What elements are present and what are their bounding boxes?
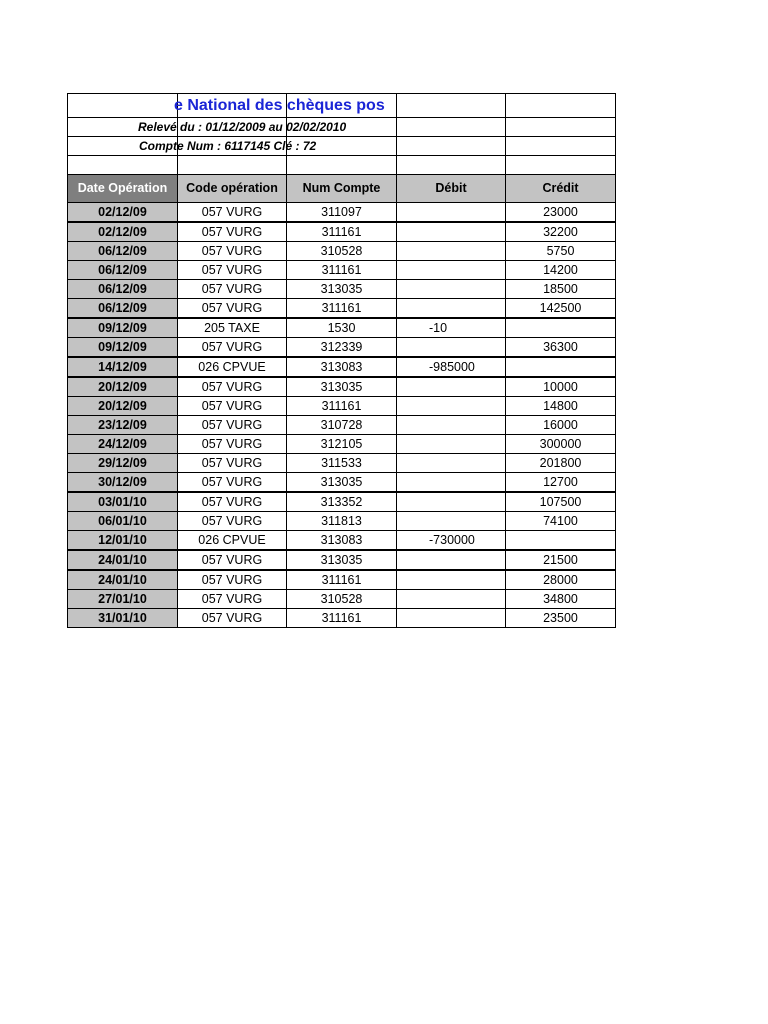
cell-account[interactable]: 311533 [287, 454, 397, 473]
cell-credit[interactable]: 32200 [506, 222, 616, 242]
table-row [68, 222, 616, 242]
cell-code[interactable]: 057 VURG [178, 299, 287, 319]
cell-credit[interactable] [506, 531, 616, 551]
header-account[interactable]: Num Compte [287, 175, 397, 203]
cell-account[interactable]: 311813 [287, 512, 397, 531]
cell-account[interactable]: 313352 [287, 492, 397, 512]
cell-date[interactable]: 27/01/10 [68, 590, 178, 609]
table-row [68, 590, 616, 609]
cell-credit[interactable]: 12700 [506, 473, 616, 493]
cell-code[interactable]: 057 VURG [178, 222, 287, 242]
cell-debit[interactable] [397, 416, 506, 435]
cell-account[interactable]: 313035 [287, 550, 397, 570]
cell-credit[interactable]: 18500 [506, 280, 616, 299]
table-row [68, 242, 616, 261]
table-row [68, 492, 616, 512]
cell-debit[interactable] [397, 299, 506, 319]
cell-credit[interactable]: 34800 [506, 590, 616, 609]
table-row [68, 203, 616, 223]
table-row [68, 512, 616, 531]
cell-date[interactable]: 24/12/09 [68, 435, 178, 454]
cell-date[interactable]: 06/01/10 [68, 512, 178, 531]
cell-code[interactable]: 026 CPVUE [178, 357, 287, 377]
cell-empty[interactable] [68, 94, 178, 118]
cell-code[interactable]: 057 VURG [178, 492, 287, 512]
cell-date[interactable]: 02/12/09 [68, 203, 178, 223]
cell-credit[interactable]: 300000 [506, 435, 616, 454]
cell-empty[interactable] [287, 156, 397, 175]
cell-credit[interactable]: 201800 [506, 454, 616, 473]
cell-code[interactable]: 205 TAXE [178, 318, 287, 338]
cell-code[interactable]: 057 VURG [178, 377, 287, 397]
cell-debit[interactable] [397, 550, 506, 570]
cell-debit[interactable] [397, 570, 506, 590]
table-row [68, 435, 616, 454]
cell-code[interactable]: 057 VURG [178, 473, 287, 493]
header-row [68, 175, 616, 203]
cell-debit[interactable]: -985000 [397, 357, 506, 377]
cell-date[interactable]: 24/01/10 [68, 550, 178, 570]
statement-period[interactable] [138, 118, 347, 137]
table-row [68, 338, 616, 358]
table-row [68, 609, 616, 628]
cell-debit[interactable] [397, 435, 506, 454]
cell-code[interactable]: 057 VURG [178, 590, 287, 609]
cell-code[interactable]: 057 VURG [178, 261, 287, 280]
cell-code[interactable]: 057 VURG [178, 397, 287, 416]
cell-account[interactable]: 312105 [287, 435, 397, 454]
cell-date[interactable]: 12/01/10 [68, 531, 178, 551]
table-row [68, 280, 616, 299]
cell-credit[interactable]: 28000 [506, 570, 616, 590]
cell-account[interactable]: 310528 [287, 590, 397, 609]
statement-title[interactable] [174, 94, 385, 118]
cell-empty[interactable] [178, 156, 287, 175]
cell-account[interactable]: 311161 [287, 299, 397, 319]
cell-debit[interactable] [397, 377, 506, 397]
cell-account[interactable]: 313035 [287, 280, 397, 299]
cell-date[interactable]: 31/01/10 [68, 609, 178, 628]
header-debit[interactable]: Débit [397, 175, 506, 203]
cell-debit[interactable] [397, 242, 506, 261]
cell-code[interactable]: 057 VURG [178, 570, 287, 590]
cell-code[interactable]: 057 VURG [178, 512, 287, 531]
table-row [68, 357, 616, 377]
table-row [68, 318, 616, 338]
cell-code[interactable]: 057 VURG [178, 609, 287, 628]
cell-empty[interactable] [397, 156, 506, 175]
cell-debit[interactable]: -10 [397, 318, 506, 338]
cell-credit[interactable] [506, 357, 616, 377]
table-row [68, 473, 616, 493]
cell-credit[interactable]: 10000 [506, 377, 616, 397]
cell-date[interactable]: 03/01/10 [68, 492, 178, 512]
cell-account[interactable]: 311161 [287, 609, 397, 628]
cell-date[interactable]: 20/12/09 [68, 397, 178, 416]
cell-account[interactable]: 313035 [287, 473, 397, 493]
cell-account[interactable]: 313083 [287, 531, 397, 551]
cell-account[interactable]: 311097 [287, 203, 397, 223]
cell-debit[interactable] [397, 203, 506, 223]
cell-code[interactable]: 057 VURG [178, 435, 287, 454]
cell-debit[interactable] [397, 473, 506, 493]
table-row [68, 377, 616, 397]
cell-credit[interactable]: 21500 [506, 550, 616, 570]
cell-account[interactable]: 310728 [287, 416, 397, 435]
statement-title-text: e National des chèques pos [174, 97, 385, 114]
cell-credit[interactable]: 23500 [506, 609, 616, 628]
cell-account[interactable]: 311161 [287, 261, 397, 280]
cell-account[interactable]: 313035 [287, 377, 397, 397]
cell-debit[interactable] [397, 338, 506, 358]
cell-debit[interactable] [397, 590, 506, 609]
cell-credit[interactable]: 107500 [506, 492, 616, 512]
cell-credit[interactable]: 74100 [506, 512, 616, 531]
cell-date[interactable]: 09/12/09 [68, 338, 178, 358]
cell-credit[interactable]: 36300 [506, 338, 616, 358]
cell-empty[interactable] [506, 94, 616, 118]
cell-debit[interactable] [397, 397, 506, 416]
cell-empty[interactable] [68, 156, 178, 175]
cell-empty[interactable] [506, 137, 616, 156]
cell-debit[interactable] [397, 222, 506, 242]
table-row [68, 416, 616, 435]
cell-empty[interactable] [506, 156, 616, 175]
cell-empty[interactable] [397, 118, 506, 137]
cell-debit[interactable] [397, 454, 506, 473]
cell-account[interactable]: 313083 [287, 357, 397, 377]
cell-empty[interactable] [397, 94, 506, 118]
cell-date[interactable]: 24/01/10 [68, 570, 178, 590]
statement-table [67, 93, 616, 628]
cell-date[interactable]: 29/12/09 [68, 454, 178, 473]
cell-credit[interactable]: 14200 [506, 261, 616, 280]
cell-debit[interactable] [397, 512, 506, 531]
table-row [68, 299, 616, 319]
cell-debit[interactable]: -730000 [397, 531, 506, 551]
cell-date[interactable]: 20/12/09 [68, 377, 178, 397]
cell-credit[interactable]: 16000 [506, 416, 616, 435]
header-date[interactable]: Date Opération [68, 175, 178, 203]
cell-code[interactable]: 057 VURG [178, 203, 287, 223]
cell-account[interactable]: 311161 [287, 570, 397, 590]
cell-empty[interactable] [506, 118, 616, 137]
cell-date[interactable]: 09/12/09 [68, 318, 178, 338]
cell-credit[interactable]: 142500 [506, 299, 616, 319]
cell-account[interactable]: 311161 [287, 222, 397, 242]
cell-empty[interactable] [397, 137, 506, 156]
table-row [68, 454, 616, 473]
statement-account-text: Compte Num : 6117145 Clé : 72 [139, 139, 317, 153]
cell-date[interactable]: 06/12/09 [68, 280, 178, 299]
cell-code[interactable]: 057 VURG [178, 242, 287, 261]
cell-code[interactable]: 057 VURG [178, 280, 287, 299]
cell-account[interactable]: 1530 [287, 318, 397, 338]
table-row [68, 570, 616, 590]
header-code[interactable]: Code opération [178, 175, 287, 203]
cell-date[interactable]: 14/12/09 [68, 357, 178, 377]
cell-code[interactable]: 026 CPVUE [178, 531, 287, 551]
cell-date[interactable]: 02/12/09 [68, 222, 178, 242]
cell-credit[interactable]: 14800 [506, 397, 616, 416]
cell-credit[interactable]: 5750 [506, 242, 616, 261]
header-credit[interactable]: Crédit [506, 175, 616, 203]
cell-code[interactable]: 057 VURG [178, 454, 287, 473]
cell-account[interactable]: 311161 [287, 397, 397, 416]
cell-credit[interactable]: 23000 [506, 203, 616, 223]
cell-date[interactable]: 06/12/09 [68, 242, 178, 261]
cell-date[interactable]: 06/12/09 [68, 261, 178, 280]
statement-period-text: Relevé du : 01/12/2009 au 02/02/2010 [138, 120, 347, 134]
cell-debit[interactable] [397, 280, 506, 299]
cell-credit[interactable] [506, 318, 616, 338]
cell-date[interactable]: 23/12/09 [68, 416, 178, 435]
cell-debit[interactable] [397, 609, 506, 628]
cell-code[interactable]: 057 VURG [178, 550, 287, 570]
cell-debit[interactable] [397, 492, 506, 512]
table-row [68, 261, 616, 280]
cell-code[interactable]: 057 VURG [178, 338, 287, 358]
cell-code[interactable]: 057 VURG [178, 416, 287, 435]
statement-account[interactable] [139, 137, 317, 156]
table-row [68, 550, 616, 570]
cell-date[interactable]: 30/12/09 [68, 473, 178, 493]
cell-account[interactable]: 312339 [287, 338, 397, 358]
cell-debit[interactable] [397, 261, 506, 280]
table-row [68, 531, 616, 551]
cell-account[interactable]: 310528 [287, 242, 397, 261]
cell-date[interactable]: 06/12/09 [68, 299, 178, 319]
table-row [68, 397, 616, 416]
